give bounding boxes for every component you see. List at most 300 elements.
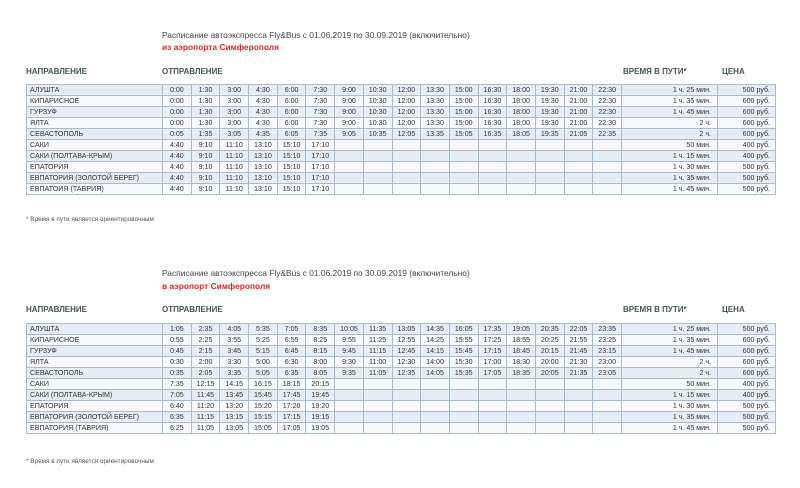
table-row: [27, 401, 776, 412]
departure-time-cell: 6:05: [277, 129, 306, 140]
departure-time-cell: 0:00: [163, 85, 192, 96]
departure-time-cell: 14:00: [421, 357, 450, 368]
departure-time-cell: 4:40: [163, 184, 192, 195]
departure-time-cell: [421, 162, 450, 173]
departure-time-cell: 15:45: [249, 390, 278, 401]
departure-time-cell: [449, 184, 478, 195]
departure-time-cell: [593, 379, 622, 390]
table-row: [27, 324, 776, 335]
departure-time-cell: 5:25: [249, 335, 278, 346]
price-cell: 600 руб.: [718, 129, 776, 140]
departure-time-cell: 17:05: [478, 368, 507, 379]
departure-time-cell: 7:05: [163, 390, 192, 401]
departure-time-cell: 13:15: [220, 412, 249, 423]
departure-time-cell: 8:15: [306, 346, 335, 357]
departure-time-cell: 9:00: [335, 96, 364, 107]
departure-time-cell: [363, 140, 392, 151]
departure-time-cell: 0:00: [163, 118, 192, 129]
departure-time-cell: 9:10: [191, 184, 220, 195]
departure-time-cell: 21:05: [564, 129, 593, 140]
departure-time-cell: [564, 423, 593, 434]
departure-time-cell: 19:30: [535, 85, 564, 96]
table-row: [27, 129, 776, 140]
departure-time-cell: 4:40: [163, 140, 192, 151]
departure-time-cell: 6:40: [163, 401, 192, 412]
departure-time-cell: 21:00: [564, 107, 593, 118]
departure-time-cell: [535, 162, 564, 173]
departure-time-cell: 5:35: [249, 324, 278, 335]
departure-time-cell: 15:35: [449, 368, 478, 379]
departure-time-cell: 10:30: [363, 118, 392, 129]
departure-time-cell: [449, 151, 478, 162]
departure-time-cell: 4:05: [220, 324, 249, 335]
departure-time-cell: 3:00: [220, 107, 249, 118]
price-cell: 400 руб.: [718, 390, 776, 401]
departure-time-cell: 20:15: [306, 379, 335, 390]
travel-time-cell: 2 ч.: [622, 357, 718, 368]
departure-time-cell: [421, 140, 450, 151]
destination-cell: КИПАРИСНОЕ: [27, 96, 163, 107]
destination-cell: ЕВПАТОРИЯ (ЗОЛОТОЙ БЕРЕГ): [27, 173, 163, 184]
travel-time-cell: 1 ч. 30 мин.: [622, 162, 718, 173]
departure-time-cell: 5:00: [249, 357, 278, 368]
departure-time-cell: 12:00: [392, 96, 421, 107]
departure-time-cell: 21:00: [564, 85, 593, 96]
departure-time-cell: 10:35: [363, 129, 392, 140]
departure-time-cell: 13:10: [249, 151, 278, 162]
departure-time-cell: [335, 162, 364, 173]
destination-cell: САКИ: [27, 140, 163, 151]
departure-time-cell: 10:30: [363, 96, 392, 107]
departure-time-cell: 17:10: [306, 173, 335, 184]
departure-time-cell: 11:10: [220, 140, 249, 151]
destination-cell: КИПАРИСНОЕ: [27, 335, 163, 346]
departure-time-cell: [421, 184, 450, 195]
departure-time-cell: 15:00: [449, 85, 478, 96]
departure-time-cell: 13:30: [421, 96, 450, 107]
departure-time-cell: [535, 401, 564, 412]
departure-time-cell: 12:45: [392, 346, 421, 357]
departure-time-cell: [478, 401, 507, 412]
price-cell: 600 руб.: [718, 118, 776, 129]
departure-time-cell: 15:55: [449, 335, 478, 346]
departure-time-cell: 21:45: [564, 346, 593, 357]
destination-cell: ЕВПАТОРИЯ (ЗОЛОТОЙ БЕРЕГ): [27, 412, 163, 423]
departure-time-cell: 20:15: [535, 346, 564, 357]
departure-time-cell: 13:05: [392, 324, 421, 335]
departure-time-cell: [363, 401, 392, 412]
departure-time-cell: [564, 379, 593, 390]
departure-time-cell: 13:30: [421, 107, 450, 118]
departure-time-cell: [478, 173, 507, 184]
departure-time-cell: [392, 173, 421, 184]
travel-time-cell: 1 ч. 25 мин.: [622, 85, 718, 96]
schedule-title: Расписание автоэкспресса Fly&Bus с 01.06.2019 по 30.09.2019 (включительно): [162, 30, 470, 40]
departure-time-cell: 20:25: [535, 335, 564, 346]
departure-time-cell: 23:25: [593, 335, 622, 346]
travel-time-cell: 1 ч. 25 мин.: [622, 324, 718, 335]
departure-time-cell: 19:15: [306, 412, 335, 423]
column-header-price: ЦЕНА: [722, 305, 745, 314]
departure-time-cell: [335, 412, 364, 423]
column-header-departure: ОТПРАВЛЕНИЕ: [162, 67, 223, 76]
departure-time-cell: [564, 390, 593, 401]
departure-time-cell: 12:00: [392, 85, 421, 96]
departure-time-cell: 9:10: [191, 151, 220, 162]
price-cell: 500 руб.: [718, 401, 776, 412]
departure-time-cell: 9:45: [335, 346, 364, 357]
departure-time-cell: 16:30: [478, 85, 507, 96]
departure-time-cell: 15:10: [277, 162, 306, 173]
departure-time-cell: 2:15: [191, 346, 220, 357]
travel-time-cell: 1 ч. 30 мин.: [622, 401, 718, 412]
destination-cell: САКИ (ПОЛТАВА-КРЫМ): [27, 390, 163, 401]
destination-cell: ГУРЗУФ: [27, 346, 163, 357]
departure-time-cell: 3:45: [220, 346, 249, 357]
table-row: [27, 346, 776, 357]
departure-time-cell: 7:30: [306, 107, 335, 118]
departure-time-cell: 9:30: [335, 357, 364, 368]
departure-time-cell: [478, 184, 507, 195]
departure-time-cell: [363, 379, 392, 390]
table-row: [27, 173, 776, 184]
departure-time-cell: 16:30: [478, 118, 507, 129]
departure-time-cell: 11:05: [363, 368, 392, 379]
departure-time-cell: 0:00: [163, 107, 192, 118]
departure-time-cell: [564, 173, 593, 184]
departure-time-cell: 15:30: [449, 357, 478, 368]
departure-time-cell: 17:10: [306, 162, 335, 173]
departure-time-cell: 10:30: [363, 85, 392, 96]
column-header-travel-time: ВРЕМЯ В ПУТИ*: [623, 67, 687, 76]
departure-time-cell: 2:35: [191, 324, 220, 335]
departure-time-cell: 12:55: [392, 335, 421, 346]
departure-time-cell: [335, 151, 364, 162]
departure-time-cell: 14:15: [421, 346, 450, 357]
price-cell: 600 руб.: [718, 335, 776, 346]
departure-time-cell: 20:05: [535, 368, 564, 379]
departure-time-cell: 15:00: [449, 107, 478, 118]
departure-time-cell: 3:00: [220, 96, 249, 107]
table-row: [27, 96, 776, 107]
departure-time-cell: 21:55: [564, 335, 593, 346]
departure-time-cell: [392, 423, 421, 434]
departure-time-cell: 7:05: [277, 324, 306, 335]
departure-time-cell: [449, 412, 478, 423]
departure-time-cell: [535, 423, 564, 434]
departure-time-cell: [392, 151, 421, 162]
departure-time-cell: [392, 162, 421, 173]
schedule-title: Расписание автоэкспресса Fly&Bus с 01.06.2019 по 30.09.2019 (включительно): [162, 268, 470, 278]
travel-time-cell: 1 ч. 45 мин.: [622, 423, 718, 434]
departure-time-cell: 6:55: [277, 335, 306, 346]
travel-time-cell: 2 ч.: [622, 118, 718, 129]
departure-time-cell: 18:30: [507, 357, 536, 368]
departure-time-cell: 7:35: [163, 379, 192, 390]
departure-time-cell: [421, 423, 450, 434]
table-row: [27, 107, 776, 118]
schedule-subtitle: из аэропорта Симферополя: [162, 42, 279, 52]
departure-time-cell: 20:00: [535, 357, 564, 368]
departure-time-cell: 9:10: [191, 162, 220, 173]
departure-time-cell: 17:10: [306, 151, 335, 162]
departure-time-cell: 19:30: [535, 107, 564, 118]
departure-time-cell: [478, 412, 507, 423]
price-cell: 500 руб.: [718, 412, 776, 423]
departure-time-cell: 17:05: [277, 423, 306, 434]
departure-time-cell: 18:15: [277, 379, 306, 390]
departure-time-cell: 17:15: [277, 412, 306, 423]
departure-time-cell: 13:10: [249, 173, 278, 184]
departure-time-cell: 9:55: [335, 335, 364, 346]
departure-time-cell: [507, 184, 536, 195]
departure-time-cell: [363, 412, 392, 423]
departure-time-cell: [593, 412, 622, 423]
departure-time-cell: 0:05: [163, 129, 192, 140]
departure-time-cell: 20:35: [535, 324, 564, 335]
table-row: [27, 368, 776, 379]
departure-time-cell: [449, 140, 478, 151]
departure-time-cell: 15:10: [277, 173, 306, 184]
departure-time-cell: [392, 390, 421, 401]
departure-time-cell: [392, 401, 421, 412]
departure-time-cell: 9:00: [335, 118, 364, 129]
departure-time-cell: 14:15: [220, 379, 249, 390]
departure-time-cell: [535, 390, 564, 401]
departure-time-cell: 10:05: [335, 324, 364, 335]
departure-time-cell: 17:20: [277, 401, 306, 412]
departure-time-cell: 19:45: [306, 390, 335, 401]
departure-time-cell: 4:30: [249, 96, 278, 107]
table-row: [27, 379, 776, 390]
departure-time-cell: 7:30: [306, 118, 335, 129]
departure-time-cell: 11:25: [363, 335, 392, 346]
travel-time-cell: 1 ч. 45 мин.: [622, 107, 718, 118]
departure-time-cell: [392, 379, 421, 390]
departure-time-cell: [507, 401, 536, 412]
column-header-departure: ОТПРАВЛЕНИЕ: [162, 305, 223, 314]
departure-time-cell: 18:00: [507, 107, 536, 118]
departure-time-cell: 19:20: [306, 401, 335, 412]
departure-time-cell: 4:40: [163, 162, 192, 173]
column-header-destination: НАПРАВЛЕНИЕ: [26, 305, 87, 314]
departure-time-cell: 11:10: [220, 184, 249, 195]
departure-time-cell: 15:05: [249, 423, 278, 434]
departure-time-cell: [535, 379, 564, 390]
departure-time-cell: 19:05: [306, 423, 335, 434]
departure-time-cell: 3:35: [220, 368, 249, 379]
departure-time-cell: 6:45: [277, 346, 306, 357]
departure-time-cell: [478, 390, 507, 401]
departure-time-cell: 0:55: [163, 335, 192, 346]
departure-time-cell: 13:35: [421, 129, 450, 140]
departure-time-cell: 11:10: [220, 173, 249, 184]
destination-cell: ЯЛТА: [27, 357, 163, 368]
table-row: [27, 390, 776, 401]
departure-time-cell: 9:35: [335, 368, 364, 379]
price-cell: 600 руб.: [718, 96, 776, 107]
departure-time-cell: 7:30: [306, 96, 335, 107]
departure-time-cell: [363, 423, 392, 434]
departure-time-cell: [449, 390, 478, 401]
departure-time-cell: [335, 140, 364, 151]
destination-cell: СЕВАСТОПОЛЬ: [27, 368, 163, 379]
departure-time-cell: [335, 390, 364, 401]
departure-time-cell: 6:00: [277, 85, 306, 96]
departure-time-cell: 21:00: [564, 96, 593, 107]
destination-cell: АЛУШТА: [27, 85, 163, 96]
departure-time-cell: [335, 379, 364, 390]
departure-time-cell: [593, 173, 622, 184]
departure-time-cell: [593, 162, 622, 173]
departure-time-cell: 17:35: [478, 324, 507, 335]
departure-time-cell: [507, 162, 536, 173]
departure-time-cell: 12:15: [191, 379, 220, 390]
departure-time-cell: [535, 184, 564, 195]
departure-time-cell: [507, 140, 536, 151]
departure-time-cell: 23:00: [593, 357, 622, 368]
departure-time-cell: 10:30: [363, 107, 392, 118]
departure-time-cell: [507, 390, 536, 401]
departure-time-cell: [449, 162, 478, 173]
departure-time-cell: [421, 401, 450, 412]
departure-time-cell: [478, 162, 507, 173]
table-row: [27, 85, 776, 96]
departure-time-cell: 15:00: [449, 96, 478, 107]
departure-time-cell: 3:05: [220, 129, 249, 140]
departure-time-cell: [564, 162, 593, 173]
destination-cell: СЕВАСТОПОЛЬ: [27, 129, 163, 140]
destination-cell: ЕВПАТОИЯ (ТАВРИЯ): [27, 184, 163, 195]
table-row: [27, 140, 776, 151]
departure-time-cell: 0:35: [163, 368, 192, 379]
price-cell: 600 руб.: [718, 368, 776, 379]
departure-time-cell: 4:40: [163, 173, 192, 184]
departure-time-cell: [507, 423, 536, 434]
departure-time-cell: 0:30: [163, 357, 192, 368]
departure-time-cell: [478, 379, 507, 390]
travel-time-cell: 1 ч. 35 мин.: [622, 335, 718, 346]
departure-time-cell: 6:00: [277, 107, 306, 118]
departure-time-cell: 6:25: [163, 423, 192, 434]
departure-time-cell: 17:15: [478, 346, 507, 357]
departure-time-cell: 15:10: [277, 151, 306, 162]
departure-time-cell: 23:15: [593, 346, 622, 357]
departure-time-cell: 8:05: [306, 368, 335, 379]
price-cell: 400 руб.: [718, 379, 776, 390]
departure-time-cell: [421, 173, 450, 184]
departure-time-cell: 1:35: [191, 129, 220, 140]
departure-time-cell: 4:30: [249, 85, 278, 96]
column-header-price: ЦЕНА: [722, 67, 745, 76]
departure-time-cell: 21:30: [564, 357, 593, 368]
travel-time-cell: 1 ч. 35 мин.: [622, 173, 718, 184]
departure-time-cell: 9:10: [191, 140, 220, 151]
destination-cell: ЯЛТА: [27, 118, 163, 129]
departure-time-cell: 13:10: [249, 162, 278, 173]
table-row: [27, 335, 776, 346]
departure-time-cell: 13:30: [421, 85, 450, 96]
departure-time-cell: [593, 151, 622, 162]
departure-time-cell: [421, 390, 450, 401]
departure-time-cell: 13:10: [249, 184, 278, 195]
departure-time-cell: 15:20: [249, 401, 278, 412]
departure-time-cell: 16:30: [478, 96, 507, 107]
travel-time-footnote: * Время в пути является ориентировочным: [26, 216, 154, 223]
departure-time-cell: 8:25: [306, 335, 335, 346]
departure-time-cell: [335, 173, 364, 184]
departure-time-cell: 16:05: [449, 324, 478, 335]
departure-time-cell: [392, 184, 421, 195]
table-row: [27, 162, 776, 173]
departure-time-cell: 11:05: [191, 423, 220, 434]
departure-time-cell: 22:30: [593, 85, 622, 96]
departure-time-cell: 18:55: [507, 335, 536, 346]
departure-time-cell: 13:05: [220, 423, 249, 434]
departure-time-cell: 13:30: [421, 118, 450, 129]
departure-time-cell: 17:00: [478, 357, 507, 368]
departure-time-cell: [564, 151, 593, 162]
departure-time-cell: 13:45: [220, 390, 249, 401]
departure-time-cell: [564, 140, 593, 151]
departure-time-cell: 15:10: [277, 184, 306, 195]
departure-time-cell: [449, 173, 478, 184]
departure-time-cell: 8:00: [306, 357, 335, 368]
departure-time-cell: [421, 151, 450, 162]
departure-time-cell: [507, 173, 536, 184]
departure-time-cell: 6:00: [277, 118, 306, 129]
departure-time-cell: [507, 151, 536, 162]
price-cell: 600 руб.: [718, 107, 776, 118]
departure-time-cell: 5:15: [249, 346, 278, 357]
table-row: [27, 151, 776, 162]
departure-time-cell: [449, 423, 478, 434]
departure-time-cell: [593, 401, 622, 412]
departure-time-cell: 15:15: [249, 412, 278, 423]
departure-time-cell: [449, 379, 478, 390]
price-cell: 600 руб.: [718, 357, 776, 368]
departure-time-cell: 4:35: [249, 129, 278, 140]
departure-time-cell: 6:00: [277, 96, 306, 107]
departure-time-cell: [593, 140, 622, 151]
travel-time-cell: 2 ч.: [622, 129, 718, 140]
departure-time-cell: 22:30: [593, 118, 622, 129]
departure-time-cell: 2:00: [191, 357, 220, 368]
departure-time-cell: 14:25: [421, 335, 450, 346]
destination-cell: САКИ (ПОЛТАВА-КРЫМ): [27, 151, 163, 162]
departure-time-cell: 22:05: [564, 324, 593, 335]
departure-time-cell: 14:35: [421, 324, 450, 335]
departure-time-cell: 18:00: [507, 96, 536, 107]
departure-time-cell: [421, 412, 450, 423]
departure-time-cell: [363, 151, 392, 162]
travel-time-cell: 1 ч. 35 мин.: [622, 96, 718, 107]
departure-time-cell: 3:55: [220, 335, 249, 346]
departure-time-cell: [363, 162, 392, 173]
departure-time-cell: 15:10: [277, 140, 306, 151]
departure-time-cell: 12:35: [392, 368, 421, 379]
travel-time-cell: 50 мин.: [622, 379, 718, 390]
departure-time-cell: 12:05: [392, 129, 421, 140]
departure-time-cell: [335, 401, 364, 412]
table-row: [27, 412, 776, 423]
schedule-table: [26, 84, 776, 195]
table-row: [27, 118, 776, 129]
destination-cell: САКИ: [27, 379, 163, 390]
departure-time-cell: 16:35: [478, 129, 507, 140]
departure-time-cell: 9:05: [335, 129, 364, 140]
departure-time-cell: 13:10: [249, 140, 278, 151]
